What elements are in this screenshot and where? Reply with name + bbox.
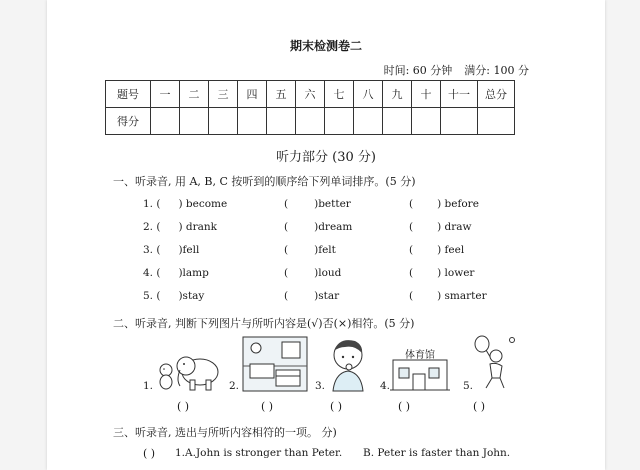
tennis-player-picture bbox=[472, 334, 520, 392]
elephant-monkey-picture bbox=[154, 346, 226, 392]
q1-row-5-b: ( )star bbox=[284, 290, 340, 302]
question-2-heading: 二、听录音, 判断下列图片与所听内容是(√)否(×)相符。(5 分) bbox=[113, 317, 415, 330]
q1-row-3-b: ( )felt bbox=[284, 244, 336, 256]
picture-label-4: 4. bbox=[380, 380, 391, 392]
time-limit: 时间: 60 分钟 bbox=[383, 64, 453, 77]
header-cell: 三 bbox=[209, 81, 238, 108]
score-table bbox=[105, 80, 515, 135]
gym-building-picture bbox=[389, 348, 451, 392]
picture-label-3: 3. bbox=[315, 380, 326, 392]
header-cell: 四 bbox=[238, 81, 267, 108]
header-cell: 二 bbox=[180, 81, 209, 108]
q1-row-1-b: ( )better bbox=[284, 198, 351, 210]
q1-row-5-a: 5. ( )stay bbox=[143, 290, 205, 302]
q2-answer-4: ( ) bbox=[398, 400, 411, 413]
q3-option-a: 1.A.John is stronger than Peter. bbox=[175, 447, 343, 459]
q1-row-4-b: ( )loud bbox=[284, 267, 342, 279]
score-cell bbox=[383, 108, 412, 135]
picture-label-5: 5. bbox=[463, 380, 474, 392]
score-table-score-row bbox=[106, 108, 515, 135]
score-cell bbox=[412, 108, 441, 135]
header-cell: 一 bbox=[151, 81, 180, 108]
score-cell bbox=[180, 108, 209, 135]
full-score: 满分: 100 分 bbox=[464, 64, 529, 77]
q2-answer-3: ( ) bbox=[330, 400, 343, 413]
room-picture bbox=[242, 336, 308, 392]
exam-page bbox=[47, 0, 605, 470]
page-title: 期末检测卷二 bbox=[289, 39, 362, 53]
header-cell: 题号 bbox=[106, 81, 151, 108]
question-1-heading: 一、听录音, 用 A, B, C 按听到的顺序给下列单词排序。(5 分) bbox=[113, 175, 416, 188]
picture-label-2: 2. bbox=[229, 380, 240, 392]
picture-label-1: 1. bbox=[143, 380, 154, 392]
listening-section-title: 听力部分 (30 分) bbox=[276, 150, 376, 165]
score-cell bbox=[325, 108, 354, 135]
question-3-heading: 三、听录音, 选出与所听内容相符的一项。 分) bbox=[113, 426, 337, 439]
score-cell bbox=[238, 108, 267, 135]
q2-answer-2: ( ) bbox=[261, 400, 274, 413]
q1-row-5-c: ( ) smarter bbox=[409, 290, 487, 302]
score-table-header-row bbox=[106, 81, 515, 108]
score-row-label: 得分 bbox=[106, 108, 151, 135]
gym-sign-text: 体育馆 bbox=[405, 350, 435, 361]
boy-picture bbox=[325, 335, 371, 393]
q3-option-b: B. Peter is faster than John. bbox=[363, 447, 511, 459]
header-cell: 八 bbox=[354, 81, 383, 108]
q1-row-4-a: 4. ( )lamp bbox=[143, 267, 209, 279]
score-cell bbox=[478, 108, 515, 135]
q1-row-4-c: ( ) lower bbox=[409, 267, 475, 279]
score-cell bbox=[209, 108, 238, 135]
q1-row-2-b: ( )dream bbox=[284, 221, 353, 233]
header-cell: 六 bbox=[296, 81, 325, 108]
header-cell: 九 bbox=[383, 81, 412, 108]
q3-answer-blank: ( ) bbox=[143, 447, 156, 460]
score-cell bbox=[354, 108, 383, 135]
header-cell: 七 bbox=[325, 81, 354, 108]
q1-row-3-a: 3. ( )fell bbox=[143, 244, 200, 256]
header-cell: 五 bbox=[267, 81, 296, 108]
q1-row-1-a: 1. ( ) become bbox=[143, 198, 228, 210]
q1-row-2-c: ( ) draw bbox=[409, 221, 472, 233]
header-cell: 十一 bbox=[441, 81, 478, 108]
score-cell bbox=[441, 108, 478, 135]
q2-answer-1: ( ) bbox=[177, 400, 190, 413]
header-cell: 总分 bbox=[478, 81, 515, 108]
score-cell bbox=[151, 108, 180, 135]
q2-answer-5: ( ) bbox=[473, 400, 486, 413]
header-cell: 十 bbox=[412, 81, 441, 108]
q1-row-2-a: 2. ( ) drank bbox=[143, 221, 218, 233]
q1-row-3-c: ( ) feel bbox=[409, 244, 465, 256]
score-cell bbox=[296, 108, 325, 135]
exam-meta bbox=[384, 62, 529, 78]
q1-row-1-c: ( ) before bbox=[409, 198, 479, 210]
score-cell bbox=[267, 108, 296, 135]
